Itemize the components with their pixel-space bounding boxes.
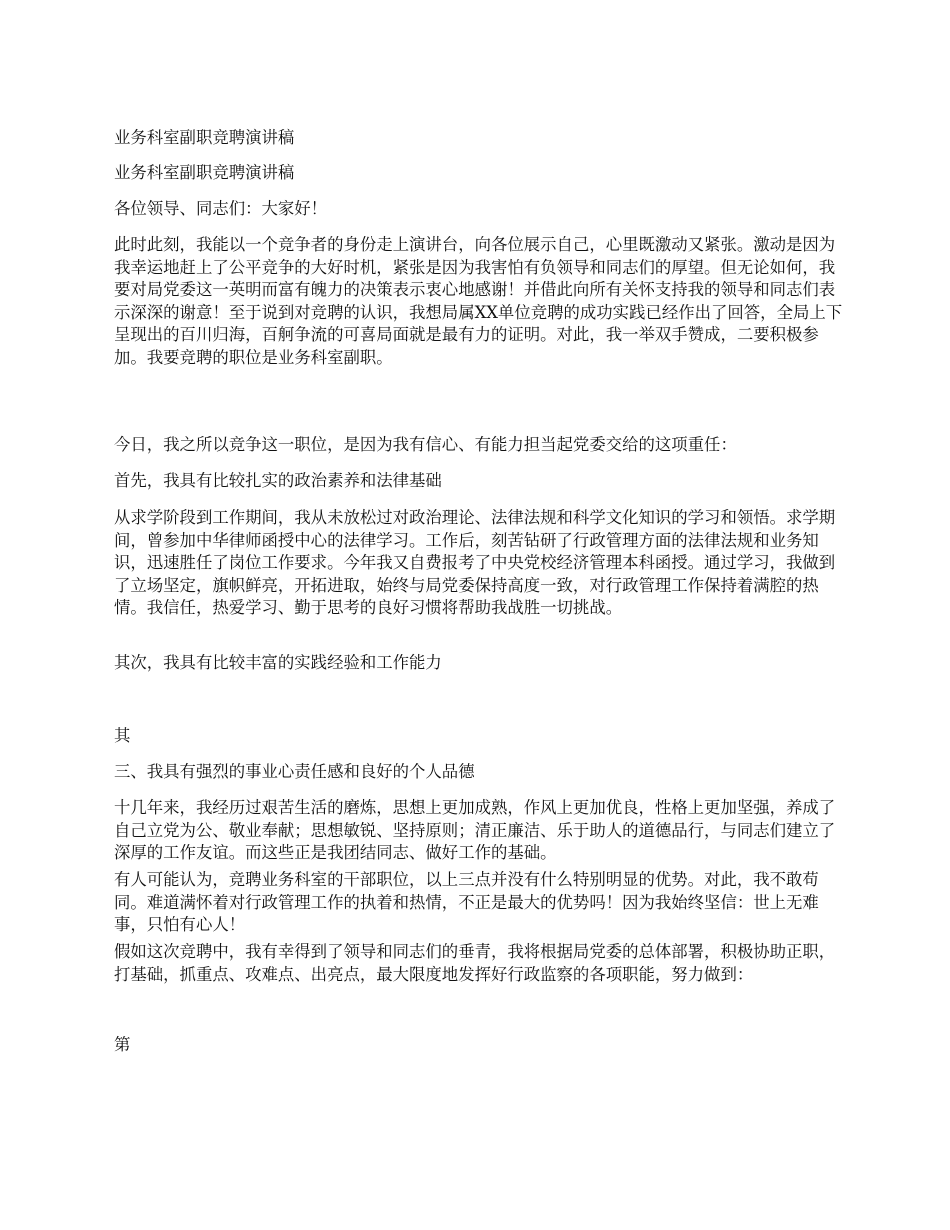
heading-second-point: 其次，我具有比较丰富的实践经验和工作能力 [114, 653, 442, 672]
paragraph-greeting: 各位领导、同志们：大家好！ [114, 199, 328, 218]
paragraph-plan: 假如这次竞聘中，我有幸得到了领导和同志们的垂青，我将根据局党委的总体部署，积极协助正职，打基础，抓重点、攻难点、出亮点，最大限度地发挥好行政监察的各项职能，努力做到： [114, 942, 836, 984]
paragraph-intro: 此时此刻，我能以一个竞争者的身份走上演讲台，向各位展示自己，心里既激动又紧张。激动是因为我幸运地赶上了公平竞争的大好时机，紧张是因为我害怕有负领导和同志们的厚望。但无论如何，我要对局党委这一英明而富有魄力的决策表示衷心地感谢！并借此向所有关怀支持我的领导和同志们表示深深的谢意！至于说到对竞聘的认识，我想局属XX单位竞聘的成功实践已经作出了回答，全局上下呈现出的百川归海，百舸争流的可喜局面就是最有力的证明。对此，我一举双手赞成，二要积极参加。我要竞聘的职位是业务科室副职。 [114, 235, 843, 367]
paragraph-first-point: 从求学阶段到工作期间，我从未放松过对政治理论、法律法规和科学文化知识的学习和领悟。求学期间，曾参加中华律师函授中心的法律学习。工作后，刻苦钻研了行政管理方面的法律法规和业务知识，迅速胜任了岗位工作要求。今年我又自费报考了中央党校经济管理本科函授。通过学习，我做到了立场坚定，旗帜鲜亮，开拓进取，始终与局党委保持高度一致，对行政管理工作保持着满腔的热情。我信任，热爱学习、勤于思考的良好习惯将帮助我战胜一切挑战。 [114, 508, 836, 617]
paragraph-fragment-qi: 其 [114, 726, 131, 745]
paragraph-third-point: 十几年来，我经历过艰苦生活的磨炼，思想上更加成熟，作风上更加优良，性格上更加坚强，养成了自己立党为公、敬业奉献；思想敏锐、坚持原则；清正廉洁、乐于助人的道德品行，与同志们建立了深厚的工作友谊。而这些正是我团结同志、做好工作的基础。 [114, 798, 836, 862]
paragraph-subtitle: 业务科室副职竞聘演讲稿 [114, 163, 295, 182]
document-title: 业务科室副职竞聘演讲稿 [114, 128, 295, 147]
heading-third-point: 三、我具有强烈的事业心责任感和良好的个人品德 [114, 762, 475, 781]
paragraph-fragment-di: 第 [114, 1035, 131, 1054]
paragraph-reason: 今日，我之所以竞争这一职位，是因为我有信心、有能力担当起党委交给的这项重任： [114, 435, 737, 454]
heading-first-point: 首先，我具有比较扎实的政治素养和法律基础 [114, 471, 442, 490]
paragraph-advantage: 有人可能认为，竞聘业务科室的干部职位，以上三点并没有什么特别明显的优势。对此，我不敢苟同。难道满怀着对行政管理工作的执着和热情，不正是最大的优势吗！因为我始终坚信：世上无难事，只怕有心人！ [114, 870, 819, 934]
